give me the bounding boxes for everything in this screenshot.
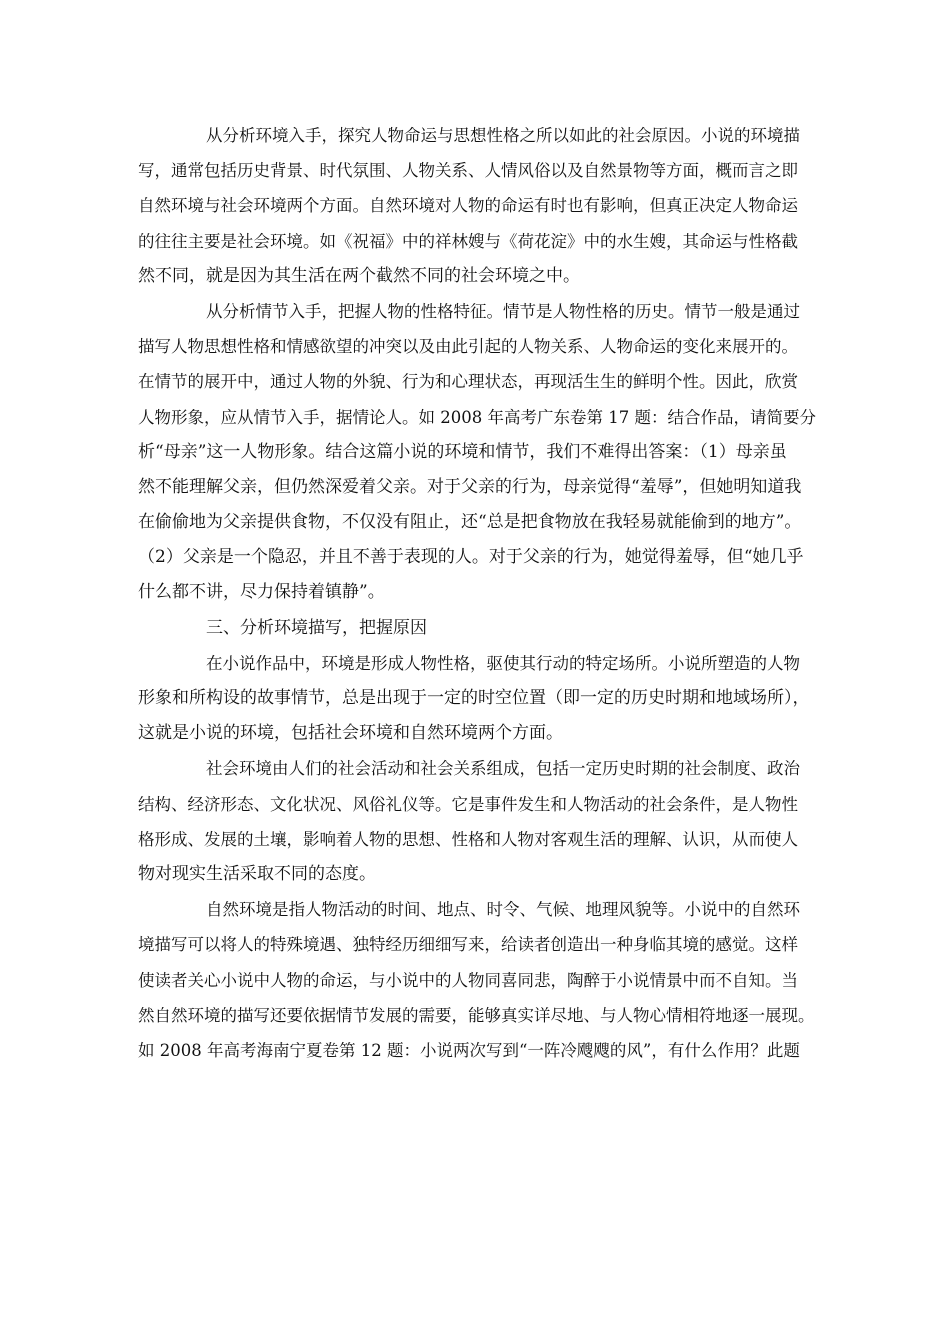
text-line: 物对现实生活采取不同的态度。 <box>138 863 376 884</box>
text-line: 人物形象，应从情节入手，据情论人。如 2008 年高考广东卷第 17 题：结合作品，请简要分 <box>138 407 816 427</box>
text-line: （2）父亲是一个隐忍，并且不善于表现的人。对于父亲的行为，她觉得羞辱，但“她几乎 <box>138 547 804 568</box>
text-line: 描写人物思想性格和情感欲望的冲突以及由此引起的人物关系、人物命运的变化来展开的。 <box>138 337 798 357</box>
text-line: 然不能理解父亲，但仍然深爱着父亲。对于父亲的行为，母亲觉得“羞辱”，但她明知道我 <box>138 476 802 497</box>
text-line: 析“母亲”这一人物形象。结合这篇小说的环境和情节，我们不难得出答案：（1）母亲虽 <box>138 441 787 462</box>
text-line: 这就是小说的环境，包括社会环境和自然环境两个方面。 <box>138 723 563 744</box>
text-line: 使读者关心小说中人物的命运，与小说中的人物同喜同悲，陶醉于小说情景中而不自知。当 <box>138 970 798 990</box>
section-heading: 三、分析环境描写，把握原因 <box>206 617 427 638</box>
text-line: 形象和所构设的故事情节，总是出现于一定的时空位置（即一定的历史时期和地域场所）， <box>138 688 810 708</box>
text-line: 在偷偷地为父亲提供食物，不仅没有阻止，还“总是把食物放在我轻易就能偷到的地方”。 <box>138 512 802 533</box>
text-line: 什么都不讲，尽力保持着镇静”。 <box>138 582 385 603</box>
text-line: 格形成、发展的土壤，影响着人物的思想、性格和人物对客观生活的理解、认识，从而使人 <box>138 829 798 849</box>
document-body <box>138 118 816 1068</box>
text-line: 然自然环境的描写还要依据情节发展的需要，能够真实详尽地、与人物心情相符地逐一展现。 <box>138 1005 815 1025</box>
text-line: 如 2008 年高考海南宁夏卷第 12 题：小说两次写到“一阵冷飕飕的风”，有什么作用？此题 <box>138 1040 800 1060</box>
text-line: 在情节的展开中，通过人物的外貌、行为和心理状态，再现活生生的鲜明个性。因此，欣赏 <box>138 372 798 392</box>
text-line: 写，通常包括历史背景、时代氛围、人物关系、人情风俗以及自然景物等方面，概而言之即 <box>138 161 798 181</box>
text-line: 然不同，就是因为其生活在两个截然不同的社会环境之中。 <box>138 265 580 286</box>
text-line: 境描写可以将人的特殊境遇、独特经历细细写来，给读者创造出一种身临其境的感觉。这样 <box>138 935 798 955</box>
text-line: 从分析情节入手，把握人物的性格特征。情节是人物性格的历史。情节一般是通过 <box>206 301 800 321</box>
text-line: 结构、经济形态、文化状况、风俗礼仪等。它是事件发生和人物活动的社会条件，是人物性 <box>138 794 798 814</box>
text-line: 从分析环境入手，探究人物命运与思想性格之所以如此的社会原因。小说的环境描 <box>206 126 800 145</box>
text-line: 社会环境由人们的社会活动和社会关系组成，包括一定历史时期的社会制度、政治 <box>206 759 800 779</box>
text-line: 在小说作品中，环境是形成人物性格，驱使其行动的特定场所。小说所塑造的人物 <box>206 653 800 673</box>
text-line: 的往往主要是社会环境。如《祝福》中的祥林嫂与《荷花淀》中的水生嫂，其命运与性格截 <box>138 231 798 251</box>
text-line: 自然环境与社会环境两个方面。自然环境对人物的命运有时也有影响，但真正决定人物命运 <box>138 196 798 216</box>
text-line: 自然环境是指人物活动的时间、地点、时令、气候、地理风貌等。小说中的自然环 <box>206 900 800 920</box>
